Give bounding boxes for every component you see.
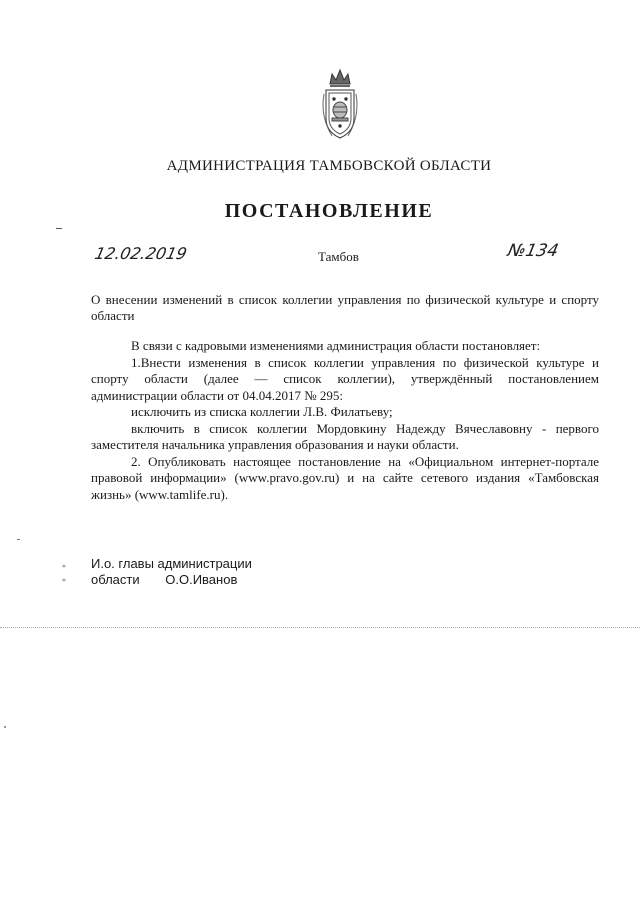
signature-title-line-2: области (91, 572, 140, 587)
body-item-2: 2. Опубликовать настоящее постановление на «Официальном интернет-портале правовой информации» (www.pravo.gov.ru) и на сайте сетевого издания «Тамбовская жизнь» (www.tamlife.ru). (91, 453, 599, 502)
scan-mark (4, 726, 6, 728)
coat-of-arms-icon (318, 66, 362, 144)
scan-mark (17, 539, 20, 540)
signature-title-line-1: И.о. главы администрации (91, 556, 252, 571)
scan-fold-line (0, 627, 640, 628)
document-type-title: ПОСТАНОВЛЕНИЕ (224, 200, 434, 222)
document-subject: О внесении изменений в список коллегии управления по физической культуре и спорту области (91, 292, 599, 323)
document-date: 12.02.2019 (92, 244, 189, 263)
scan-mark: * * (62, 563, 66, 586)
scan-mark (56, 228, 62, 229)
signature-block (91, 556, 252, 588)
body-item-1-include: включить в список коллегии Мордовкину Надежду Вячеславовну - первого заместителя начальника управления образования и науки области. (91, 420, 599, 452)
document-city: Тамбов (318, 249, 359, 264)
document-body (91, 338, 599, 503)
body-item-1: 1.Внести изменения в список коллегии управления по физической культуре и спорту области (далее — список коллегии), утверждённый постановлением администрации области от 04.04.2017 № 295: (91, 354, 599, 403)
organization-name: АДМИНИСТРАЦИЯ ТАМБОВСКОЙ ОБЛАСТИ (166, 158, 492, 174)
document-number: №134 (505, 241, 561, 261)
signatory-name: О.О.Иванов (165, 572, 238, 587)
body-item-1-exclude: исключить из списка коллегии Л.В. Филатьеву; (131, 404, 393, 419)
body-intro: В связи с кадровыми изменениями администрация области постановляет: (131, 338, 541, 353)
